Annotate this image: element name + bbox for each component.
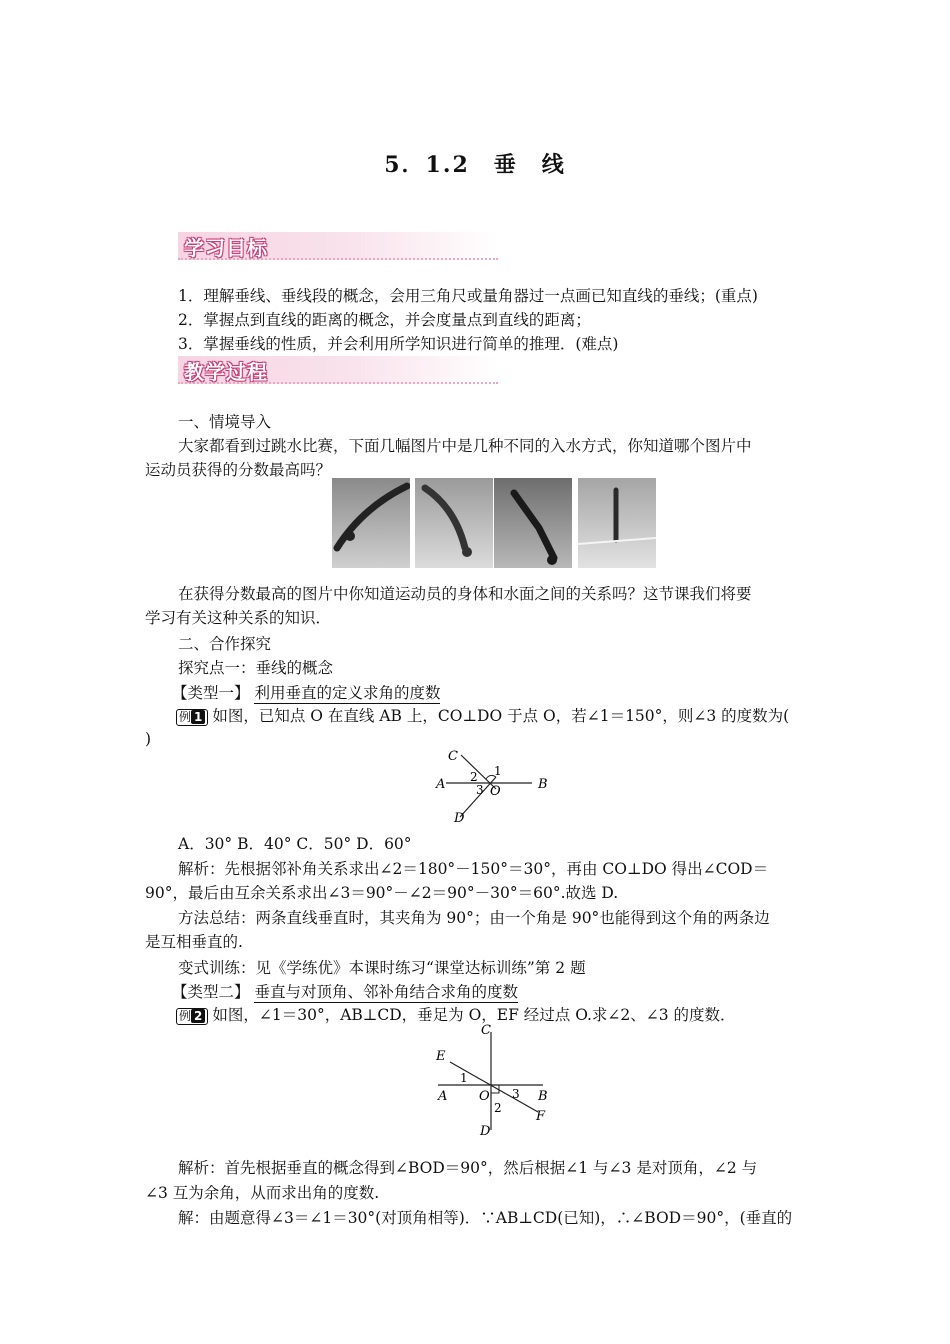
- example1-analysis-line-1: 解析：先根据邻补角关系求出∠2＝180°－150°＝30°，再由 CO⊥DO 得出∠COD＝: [178, 860, 769, 878]
- objective-item-2: 2．掌握点到直线的距离的概念，并会度量点到直线的距离；: [178, 311, 591, 329]
- example2-analysis-line-2: ∠3 互为余角，从而求出角的度数.: [145, 1184, 380, 1202]
- example2-solution-line-1: 解：由题意得∠3＝∠1＝30°(对顶角相等)．∵AB⊥CD(已知)，∴∠BOD＝90°，(垂直的: [178, 1209, 793, 1227]
- diving-photo-1: [332, 478, 410, 568]
- section-heading-2: 二、合作探究: [178, 635, 272, 653]
- process-banner: [178, 356, 498, 384]
- fig2-label-A: A: [438, 1089, 448, 1104]
- example1-options: A．30° B．40° C．50° D．60°: [178, 835, 412, 853]
- diving-photo-4: [578, 478, 656, 568]
- fig2-label-F: F: [536, 1109, 546, 1124]
- fig2-label-angle2: 2: [494, 1101, 502, 1115]
- fig2-label-E: E: [436, 1049, 446, 1064]
- example2-badge-prefix: 例: [179, 1009, 192, 1023]
- fig1-label-angle2: 2: [470, 770, 478, 784]
- fig1-label-angle1: 1: [494, 764, 502, 778]
- objectives-banner-label: 学习目标: [184, 236, 268, 260]
- fig1-label-O: O: [490, 784, 501, 799]
- example1-badge: [176, 709, 208, 726]
- intro-paragraph-line-1: 大家都看到过跳水比赛，下面几幅图片中是几种不同的入水方式，你知道哪个图片中: [178, 437, 752, 455]
- type1-title: 利用垂直的定义求角的度数: [254, 684, 441, 702]
- objectives-banner: [178, 232, 498, 260]
- example1-question-text: 如图，已知点 O 在直线 AB 上，CO⊥DO 于点 O，若∠1＝150°，则∠3 的度数为(: [212, 707, 790, 725]
- type2-heading: [172, 980, 518, 1002]
- section-heading-1: 一、情境导入: [178, 413, 272, 431]
- objective-item-3: 3．掌握垂线的性质，并会利用所学知识进行简单的推理．(难点): [178, 335, 619, 353]
- after-paragraph-line-2: 学习有关这种关系的知识．: [145, 609, 332, 627]
- page-title: 5．1.2 垂 线: [384, 152, 566, 178]
- fig1-label-A: A: [436, 777, 446, 792]
- example2-figure: [428, 1020, 558, 1140]
- type1-tag: 【类型一】: [172, 684, 250, 702]
- type2-tag: 【类型二】: [172, 983, 250, 1001]
- fig2-label-D: D: [480, 1124, 491, 1139]
- variant-training: 变式训练：见《学练优》本课时练习“课堂达标训练”第 2 题: [178, 959, 586, 977]
- after-paragraph-line-1: 在获得分数最高的图片中你知道运动员的身体和水面之间的关系吗？这节课我们将要: [178, 585, 752, 603]
- example1-question-line-2: ): [145, 730, 152, 748]
- method-summary-line-2: 是互相垂直的.: [145, 933, 243, 951]
- fig2-label-C: C: [481, 1023, 491, 1038]
- example1-question: [176, 704, 789, 726]
- example2-badge: [176, 1008, 208, 1025]
- type1-heading: [172, 681, 440, 703]
- example2-badge-number: 2: [191, 1009, 205, 1023]
- process-banner-label: 教学过程: [184, 360, 268, 384]
- example1-badge-number: 1: [191, 710, 205, 724]
- fig2-label-angle1: 1: [460, 1071, 468, 1085]
- example1-analysis-line-2: 90°，最后由互余关系求出∠3＝90°－∠2＝90°－30°＝60°.故选 D.: [145, 884, 619, 902]
- fig2-label-B: B: [538, 1089, 548, 1104]
- fig1-label-C: C: [448, 749, 458, 764]
- fig1-label-B: B: [538, 777, 548, 792]
- type2-title: 垂直与对顶角、邻补角结合求角的度数: [254, 983, 518, 1001]
- example2-analysis-line-1: 解析：首先根据垂直的概念得到∠BOD＝90°，然后根据∠1 与∠3 是对顶角，∠2 与: [178, 1159, 758, 1177]
- objective-item-1: 1．理解垂线、垂线段的概念，会用三角尺或量角器过一点画已知直线的垂线；(重点): [178, 287, 758, 305]
- example1-badge-prefix: 例: [179, 710, 192, 724]
- method-summary-line-1: 方法总结：两条直线垂直时，其夹角为 90°；由一个角是 90°也能得到这个角的两条边: [178, 909, 770, 927]
- fig1-label-angle3: 3: [476, 783, 484, 797]
- fig1-label-D: D: [454, 811, 465, 825]
- exploration-point-1: 探究点一：垂线的概念: [178, 659, 334, 677]
- diving-photo-3: [494, 478, 572, 568]
- fig2-label-O: O: [479, 1089, 490, 1104]
- intro-paragraph-line-2: 运动员获得的分数最高吗？: [145, 461, 332, 479]
- diving-photo-2: [415, 478, 493, 568]
- example2-question-text: 如图，∠1＝30°，AB⊥CD，垂足为 O，EF 经过点 O.求∠2、∠3 的度数．: [212, 1006, 736, 1024]
- fig2-label-angle3: 3: [512, 1087, 520, 1101]
- example1-figure: [430, 745, 560, 825]
